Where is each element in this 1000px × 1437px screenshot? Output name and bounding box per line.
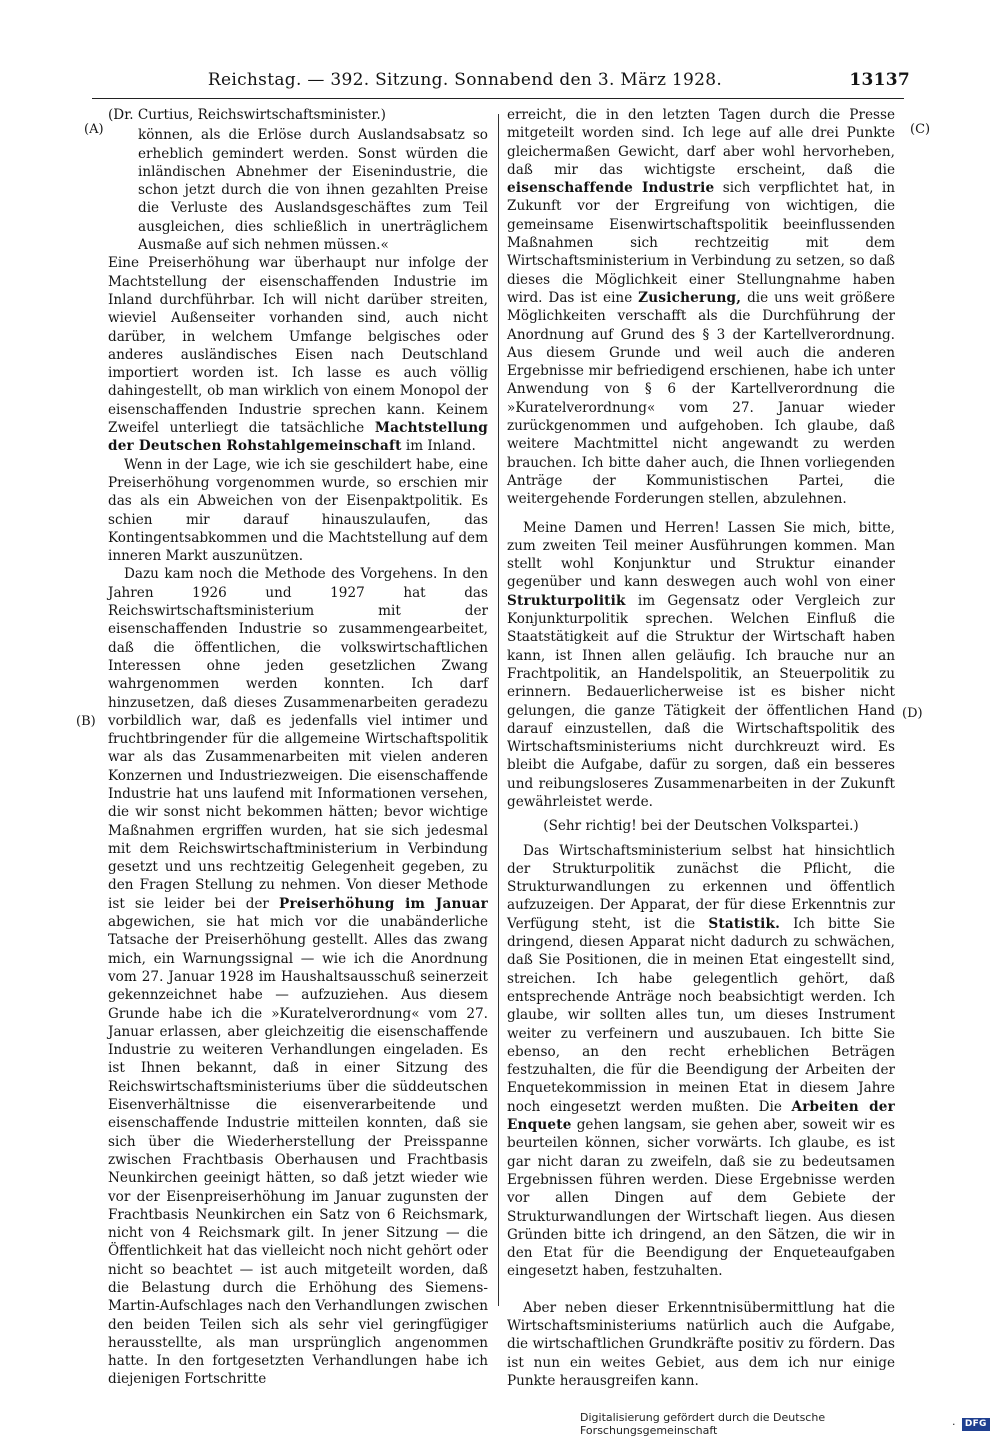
emphasis-text: Statistik.: [708, 915, 781, 932]
emphasis-text: Zusicherung,: [638, 289, 742, 306]
text-run: erreicht, die in den letzten Tagen durch die Presse mitgeteilt worden sind. Ich lege auf alle drei Punkte gleichermaßen Gewicht, darf aber wohl hervorheben, daß mir das wichtigste erscheint, daß die: [507, 107, 895, 178]
text-run: sich verpflichtet hat, in Zukunft vor der Ergreifung von wichtigen, die gemeinsame Eisenwirtschaftspolitik beeinflussenden Maßnahmen sich rechtzeitig mit dem Wirtschaftsministerium in Verbindung zu setzen, so daß dieses die Möglichkeit einer Stellungnahme haben wird. Das ist eine: [507, 180, 895, 306]
interjection: (Sehr richtig! bei der Deutschen Volkspartei.): [543, 818, 859, 835]
text-run: abgewichen, sie hat mich vor die unabänderliche Tatsache der Preiserhöhung gestellt. Alles das zwang mich, ein Warnungssignal — wie ich die Anordnung vom 27. Januar 1928 im Haushaltsausschuß seinerzeit gekennzeichnet habe — aufzuziehen. Aus diesem Grunde habe ich die »Kuratelverordnung« vom 27. Januar erlassen, aber gleichzeitig die eisenschaffende Industrie zu weiteren Verhandlungen eingeladen. Es ist Ihnen bekannt, daß in einer Sitzung des Reichswirtschaftsministeriums über die süddeutschen Eisenverhältnisse die eisenverarbeitende und eisenschaffende Industrie mitteilen konnten, daß sie sich über die Wiederherstellung der Preisspanne zwischen Frachtbasis Oberhausen und Frachtbasis Neunkirchen geeinigt hätten, so daß jetzt wieder wie vor der Eisenpreiserhöhung im Januar zugunsten der Frachtbasis Neunkirchen ein Satz von 6 Reichsmark, nicht von 4 Reichsmark gilt. In jener Sitzung — die Öffentlichkeit hat das vielleicht noch nicht gehört oder nicht so beachtet — ist auch mitgeteilt worden, daß die Belastung durch die Erhöhung des Siemens-Martin-Aufschlages nach den Verhandlungen zwischen den beiden Teilen sich als sehr viel geringfügiger herausstellte, als man ursprünglich angenommen hatte. In den fortgesetzten Verhandlungen habe ich diejenigen Fortschritte: [108, 914, 488, 1388]
text-run: im Inland.: [401, 438, 476, 455]
text-run: die uns weit größere Möglichkeiten verschafft als die Durchführung der Anordnung auf Grund des § 3 der Kartellverordnung. Aus diesem Grunde und weil auch die anderen Ergebnisse mir befriedigend erschienen, habe ich unter Anwendung von § 6 der Kartellverordnung die »Kuratelverordnung« vom 27. Januar wieder zurückgenommen und aufgehoben. Ich glaube, daß weitere Machtmittel nicht angewandt zu werden brauchen. Ich bitte daher auch, die Ihnen vorliegenden Anträge der Kommunistischen Partei, die weitergehende Forderungen stellen, abzulehnen.: [507, 289, 895, 508]
paragraph-machtstellung: [108, 254, 488, 455]
text-run: Eine Preiserhöhung war überhaupt nur infolge der Machtstellung der eisenschaffenden Industrie im Inland durchführbar. Ich will nicht darüber streiten, wieviel Außenseiter vorhanden sind, auch nicht darüber, in welchem Umfange belgisches oder anderes ausländisches Eisen nach Deutschland importiert worden ist. Ich lasse es auch völlig dahingestellt, ob man wirklich von einem Monopol der eisenschaffenden Industrie sprechen kann. Keinem Zweifel unterliegt die tatsächliche: [108, 255, 488, 437]
footer-separator: ·: [952, 1417, 956, 1431]
running-header: [90, 70, 910, 98]
right-column: [507, 106, 895, 1390]
speaker-line: (Dr. Curtius, Reichswirtschaftsminister.): [108, 107, 386, 123]
emphasis-text: Arbeiten der Enquete: [507, 1098, 895, 1134]
text-run: Meine Damen und Herren! Lassen Sie mich, bitte, zum zweiten Teil meiner Ausführungen kommen. Man stellt wohl Konjunktur und Struktur einander gegenüber und kann deswegen auch wohl von einer: [507, 519, 895, 591]
text-run: Dazu kam noch die Methode des Vorgehens. In den Jahren 1926 und 1927 hat das Reichswirtschaftsministerium mit der eisenschaffenden Industrie so zusammengearbeitet, daß die öffentlichen, die volkswirtschaftlichen Interessen ohne jeden gesetzlichen Zwang wahrgenommen werden konnten. Ich darf hinzusetzen, daß dieses Zusammenarbeiten geradezu vorbildlich war, daß es jedenfalls viel intimer und fruchtbringender für die allgemeine Wirtschaftspolitik war als das Zusammenarbeiten mit vielen anderen Konzernen und Industriezweigen. Die eisenschaffende Industrie hat uns laufend mit Informationen versehen, die wir sonst nicht bekommen hätten; bevor wichtige Maßnahmen ergriffen wurden, hat sie sich jedesmal mit dem Reichswirtschaftministerium in Verbindung gesetzt und uns rechtzeitig Gelegenheit gegeben, zu den Fragen Stellung zu nehmen. Von dieser Methode ist sie leider bei der: [108, 566, 488, 912]
emphasis-text: eisenschaffende Industrie: [507, 180, 715, 197]
column-divider: [498, 114, 499, 1306]
paragraph-continuation: [507, 106, 895, 509]
emphasis-text: Preiserhöhung im Januar: [279, 895, 488, 912]
paragraph-statistik: [507, 842, 895, 1281]
digitization-footer: [580, 1411, 990, 1437]
paragraph-preiserhoehung: Wenn in der Lage, wie ich sie geschildert habe, eine Preiserhöhung vorgenommen wurde, so erschien mir das als ein Abweichen von der Eisenpaktpolitik. Es schien mir darauf hinauszulaufen, das Kontingentsabkommen und die Machtstellung auf dem inneren Markt auszunützen.: [108, 456, 488, 565]
emphasis-text: Strukturpolitik: [507, 592, 626, 609]
header-title: Reichstag. — 392. Sitzung. Sonnabend den 3. März 1928.: [207, 70, 723, 90]
left-column: [108, 106, 488, 1389]
margin-marker-a: (A): [84, 122, 104, 137]
text-run: Das Wirtschaftsministerium selbst hat hinsichtlich der Strukturpolitik zunächst die Pflicht, die Strukturwandlungen zu erkennen und öffentlich aufzuzeigen. Der Apparat, der für diese Erkenntnis zur Verfügung steht, ist die: [507, 842, 895, 932]
header-rule: [92, 98, 904, 99]
paragraph-methode: [108, 565, 488, 1388]
margin-marker-b: (B): [76, 714, 96, 729]
quote-paragraph: können, als die Erlöse durch Auslandsabsatz so erheblich gemindert werden. Sonst würden die inländischen Abnehmer der Eisenindustrie, die schon jetzt durch die von ihnen gezahlten Preise die Verluste des Auslandsgeschäftes zum Teil ausgleichen, dies schließlich in unerträglichem Ausmaße auf sich nehmen müssen.«: [138, 127, 488, 254]
paragraph-strukturpolitik: [507, 519, 895, 812]
text-run: gehen langsam, sie gehen aber, soweit wir es beurteilen können, sicher vorwärts. Ich glaube, es ist gar nicht daran zu zweifeln, daß sie zu bedeutsamen Ergebnissen führen werden. Diese Ergebnisse werden vor allen Dingen auf dem Gebiete der Strukturwandlungen der Wirtschaft liegen. Aus diesen Gründen bitte ich dringend, an den Sätzen, die wir in den Etat für die Beendigung der Enqueteaufgaben eingesetzt haben, festzuhalten.: [507, 1117, 895, 1280]
margin-marker-c: (C): [910, 122, 931, 137]
emphasis-text: Machtstellung der Deutschen Rohstahlgemeinschaft: [108, 420, 488, 455]
footer-credit: Digitalisierung gefördert durch die Deutsche Forschungsgemeinschaft: [580, 1411, 826, 1437]
text-run: im Gegensatz oder Vergleich zur Konjunkturpolitik sprechen. Welchen Einfluß die Staatstätigkeit auf die Struktur der Wirtschaft haben kann, ist Ihnen allen geläufig. Ich brauche nur an Frachtpolitik, an Handelspolitik, an Steuerpolitik zu erinnern. Bedauerlicherweise ist es bisher nicht gelungen, die ganze Tätigkeit der öffentlichen Hand darauf einzustellen, daß die Wirtschaftspolitik des Wirtschaftsministeriums nicht durchkreuzt wird. Es bleibt die Aufgabe, dafür zu sorgen, daß ein besseres und reibungsloseres Zusammenarbeiten in der Zukunft gewährleistet werde.: [507, 592, 895, 810]
dfg-logo: DFG: [962, 1418, 990, 1431]
text-run: Ich bitte Sie dringend, diesen Apparat nicht dadurch zu schwächen, daß Sie Positionen, die in meinen Etat eingestellt sind, streichen. Ich habe gelegentlich gehört, daß entsprechende Anträge noch beabsichtigt werden. Ich glaube, wir sollten alles tun, um dieses Instrument weiter zu verfeinern und auszubauen. Ich bitte Sie ebenso, an den recht erheblichen Beträgen festzuhalten, die für die Beendigung der Arbeiten der Enquetekommission in meinen Etat in diesem Jahre noch eingesetzt werden mußten. Die: [507, 915, 895, 1115]
paragraph-grundkraefte: Aber neben dieser Erkenntnisübermittlung hat die Wirtschaftsministeriums natürlich auch die Aufgabe, die wirtschaftlichen Grundkräfte positiv zu fördern. Das ist nun ein weites Gebiet, aus dem ich nur einige Punkte herausgreifen kann.: [507, 1299, 895, 1389]
page-number: 13137: [849, 70, 910, 90]
margin-marker-d: (D): [902, 706, 923, 721]
